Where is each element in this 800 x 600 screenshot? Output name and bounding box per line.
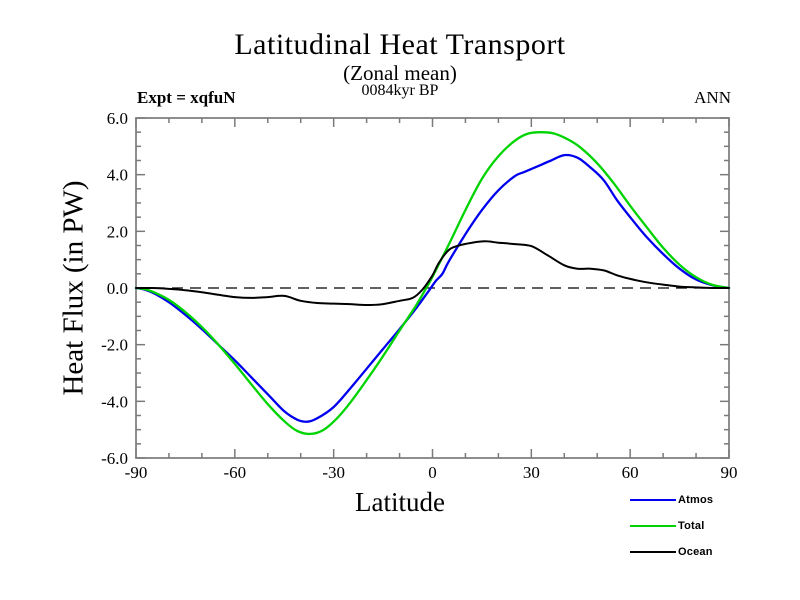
x-tick-label: 90	[720, 463, 738, 482]
y-tick-label: -2.0	[101, 335, 128, 355]
season-annotation: ANN	[694, 88, 731, 107]
chart-title: Latitudinal Heat Transport	[234, 28, 566, 61]
total-line-swatch	[630, 525, 676, 527]
x-tick-label: 30	[522, 463, 540, 482]
x-tick-label: -60	[223, 463, 247, 482]
y-axis-title: Heat Flux (in PW)	[57, 180, 90, 396]
x-tick-label: -30	[322, 463, 346, 482]
chart-subtitle: (Zonal mean)	[343, 61, 457, 85]
legend-item-total	[630, 513, 713, 539]
date-annotation: 0084kyr BP	[361, 82, 439, 99]
atmos-line-swatch	[630, 499, 676, 501]
x-tick-label: 0	[428, 463, 437, 482]
legend-item-atmos	[630, 487, 713, 513]
legend-label-total: Total	[678, 520, 705, 532]
y-tick-label: 0.0	[106, 279, 128, 298]
x-tick-label: -90	[124, 463, 148, 482]
series-line-total	[136, 132, 729, 434]
y-tick-label: 6.0	[106, 109, 128, 128]
y-tick-label: -4.0	[101, 392, 128, 412]
experiment-annotation: Expt = xqfuN	[137, 88, 236, 107]
x-tick-label: 60	[621, 463, 639, 482]
legend-label-ocean: Ocean	[678, 546, 713, 558]
y-tick-label: -6.0	[101, 449, 128, 468]
chart-legend	[630, 487, 713, 565]
series-line-ocean	[136, 241, 729, 305]
legend-label-atmos: Atmos	[678, 494, 714, 506]
ocean-line-swatch	[630, 551, 676, 553]
x-axis-title: Latitude	[355, 487, 445, 517]
y-tick-label: 2.0	[106, 222, 128, 242]
legend-item-ocean	[630, 539, 713, 565]
y-tick-label: 4.0	[106, 165, 128, 185]
